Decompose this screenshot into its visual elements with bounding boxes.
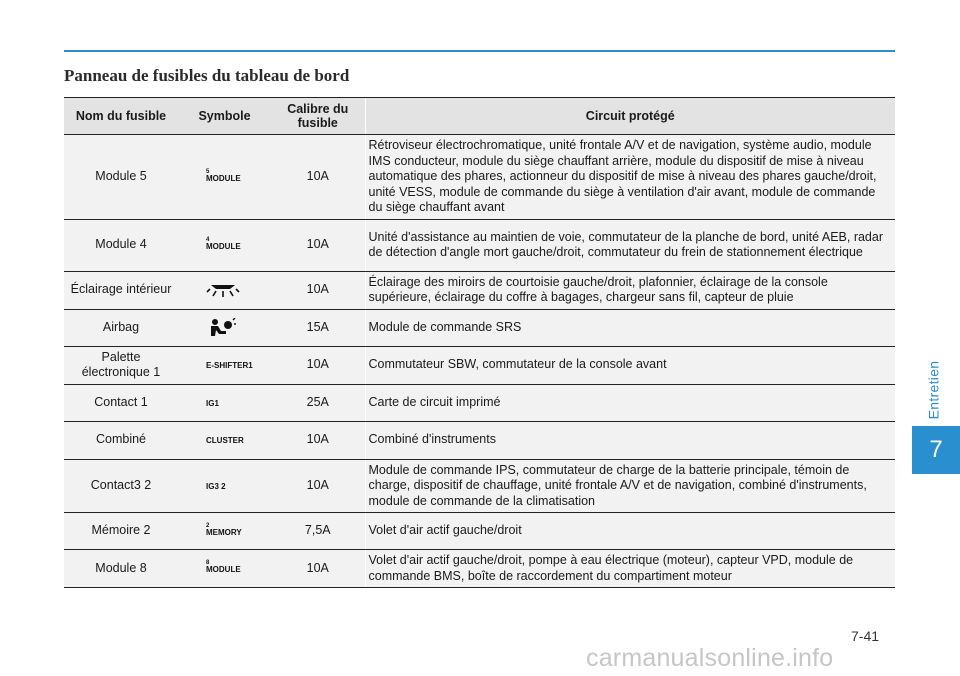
top-rule (64, 50, 895, 52)
fuse-symbol (178, 513, 271, 550)
symbol-text: E-SHIFTER1 (206, 361, 253, 371)
protected-circuit: Volet d'air actif gauche/droit, pompe à eau électrique (moteur), capteur VPD, module de commande BMS, boîte de raccordement du compartiment moteur (365, 550, 895, 588)
symbol-label (206, 560, 241, 574)
symbol-label (206, 523, 242, 537)
table-row (64, 346, 895, 384)
fuse-name: Contact3 2 (64, 459, 178, 513)
protected-circuit: Combiné d'instruments (365, 421, 895, 459)
symbol-number: 8 (206, 560, 210, 567)
symbol-text: CLUSTER (206, 436, 244, 446)
header-circuit: Circuit protégé (365, 98, 895, 135)
fuse-name: Combiné (64, 421, 178, 459)
table-row (64, 513, 895, 550)
symbol-number: 4 (206, 236, 210, 243)
symbol-label (206, 362, 253, 370)
fuse-table (64, 97, 895, 588)
fuse-name: Airbag (64, 309, 178, 346)
fuse-symbol (178, 346, 271, 384)
symbol-text: IG3 2 (206, 482, 226, 491)
fuse-symbol (178, 135, 271, 220)
fuse-name: Mémoire 2 (64, 513, 178, 550)
page-number: 7-41 (851, 628, 880, 644)
symbol-text: MODULE (206, 241, 241, 251)
table-row (64, 550, 895, 588)
fuse-rating: 10A (271, 219, 365, 271)
fuse-rating: 7,5A (271, 513, 365, 550)
protected-circuit: Unité d'assistance au maintien de voie, commutateur de la planche de bord, unité AEB, radar de détection d'angle mort gauche/droit, commutateur du frein de stationnement électrique (365, 219, 895, 271)
fuse-symbol (178, 271, 271, 309)
fuse-symbol (178, 459, 271, 513)
table-row (64, 271, 895, 309)
symbol-label (206, 237, 241, 251)
protected-circuit: Éclairage des miroirs de courtoisie gauche/droit, plafonnier, éclairage de la console supérieure, éclairage du coffre à bagages, chargeur sans fil, capteur de pluie (365, 271, 895, 309)
fuse-rating: 10A (271, 346, 365, 384)
symbol-text: MEMORY (206, 527, 242, 537)
table-row (64, 219, 895, 271)
fuse-symbol (178, 309, 271, 346)
fuse-name: Module 4 (64, 219, 178, 271)
symbol-label (206, 400, 219, 408)
fuse-name: Palette électronique 1 (64, 346, 178, 384)
fuse-symbol (178, 421, 271, 459)
protected-circuit: Commutateur SBW, commutateur de la console avant (365, 346, 895, 384)
fuse-rating: 10A (271, 550, 365, 588)
fuse-symbol (178, 384, 271, 421)
symbol-number: 5 (206, 168, 210, 175)
fuse-name: Module 5 (64, 135, 178, 220)
symbol-text: MODULE (206, 565, 241, 575)
section-title: Panneau de fusibles du tableau de bord (64, 66, 350, 85)
protected-circuit: Module de commande SRS (365, 309, 895, 346)
fuse-rating: 10A (271, 271, 365, 309)
fuse-table-body (64, 135, 895, 588)
symbol-label (206, 483, 226, 491)
fuse-symbol (178, 219, 271, 271)
fuse-rating: 25A (271, 384, 365, 421)
protected-circuit: Volet d'air actif gauche/droit (365, 513, 895, 550)
protected-circuit: Carte de circuit imprimé (365, 384, 895, 421)
fuse-name: Module 8 (64, 550, 178, 588)
chapter-tab: 7 (912, 426, 960, 474)
protected-circuit: Module de commande IPS, commutateur de charge de la batterie principale, témoin de charge, dispositif de chauffage, unité frontale A/V et de navigation, combiné d'instruments, module de commande de la climatisation (365, 459, 895, 513)
fuse-symbol (178, 550, 271, 588)
symbol-number: 2 (206, 522, 210, 529)
symbol-text: MODULE (206, 173, 241, 183)
fuse-rating: 10A (271, 135, 365, 220)
airbag-icon (206, 318, 267, 338)
symbol-text: IG1 (206, 398, 219, 408)
fuse-rating: 10A (271, 421, 365, 459)
table-row (64, 135, 895, 220)
header-fuse-name: Nom du fusible (64, 98, 178, 135)
table-row (64, 421, 895, 459)
fuse-rating: 15A (271, 309, 365, 346)
side-label-text: Entretien (925, 360, 942, 420)
header-symbol: Symbole (178, 98, 271, 135)
watermark: carmanualsonline.info (586, 644, 834, 672)
table-row (64, 309, 895, 346)
protected-circuit: Rétroviseur électrochromatique, unité frontale A/V et de navigation, système audio, module IMS conducteur, module du siège chauffant arrière, module du dispositif de mise à niveau automatique des phares, actionneur du dispositif de mise à niveau des phares gauche/droit, unité VESS, module de commande du siège à ventilation d'air avant, module de commande du siège chauffant avant (365, 135, 895, 220)
fuse-rating: 10A (271, 459, 365, 513)
fuse-name: Éclairage intérieur (64, 271, 178, 309)
symbol-label (206, 169, 241, 183)
table-header-row (64, 98, 895, 135)
table-row (64, 384, 895, 421)
interior-lamp-icon (206, 282, 267, 298)
symbol-label (206, 437, 244, 445)
fuse-name: Contact 1 (64, 384, 178, 421)
table-row (64, 459, 895, 513)
header-rating: Calibre du fusible (271, 98, 365, 135)
